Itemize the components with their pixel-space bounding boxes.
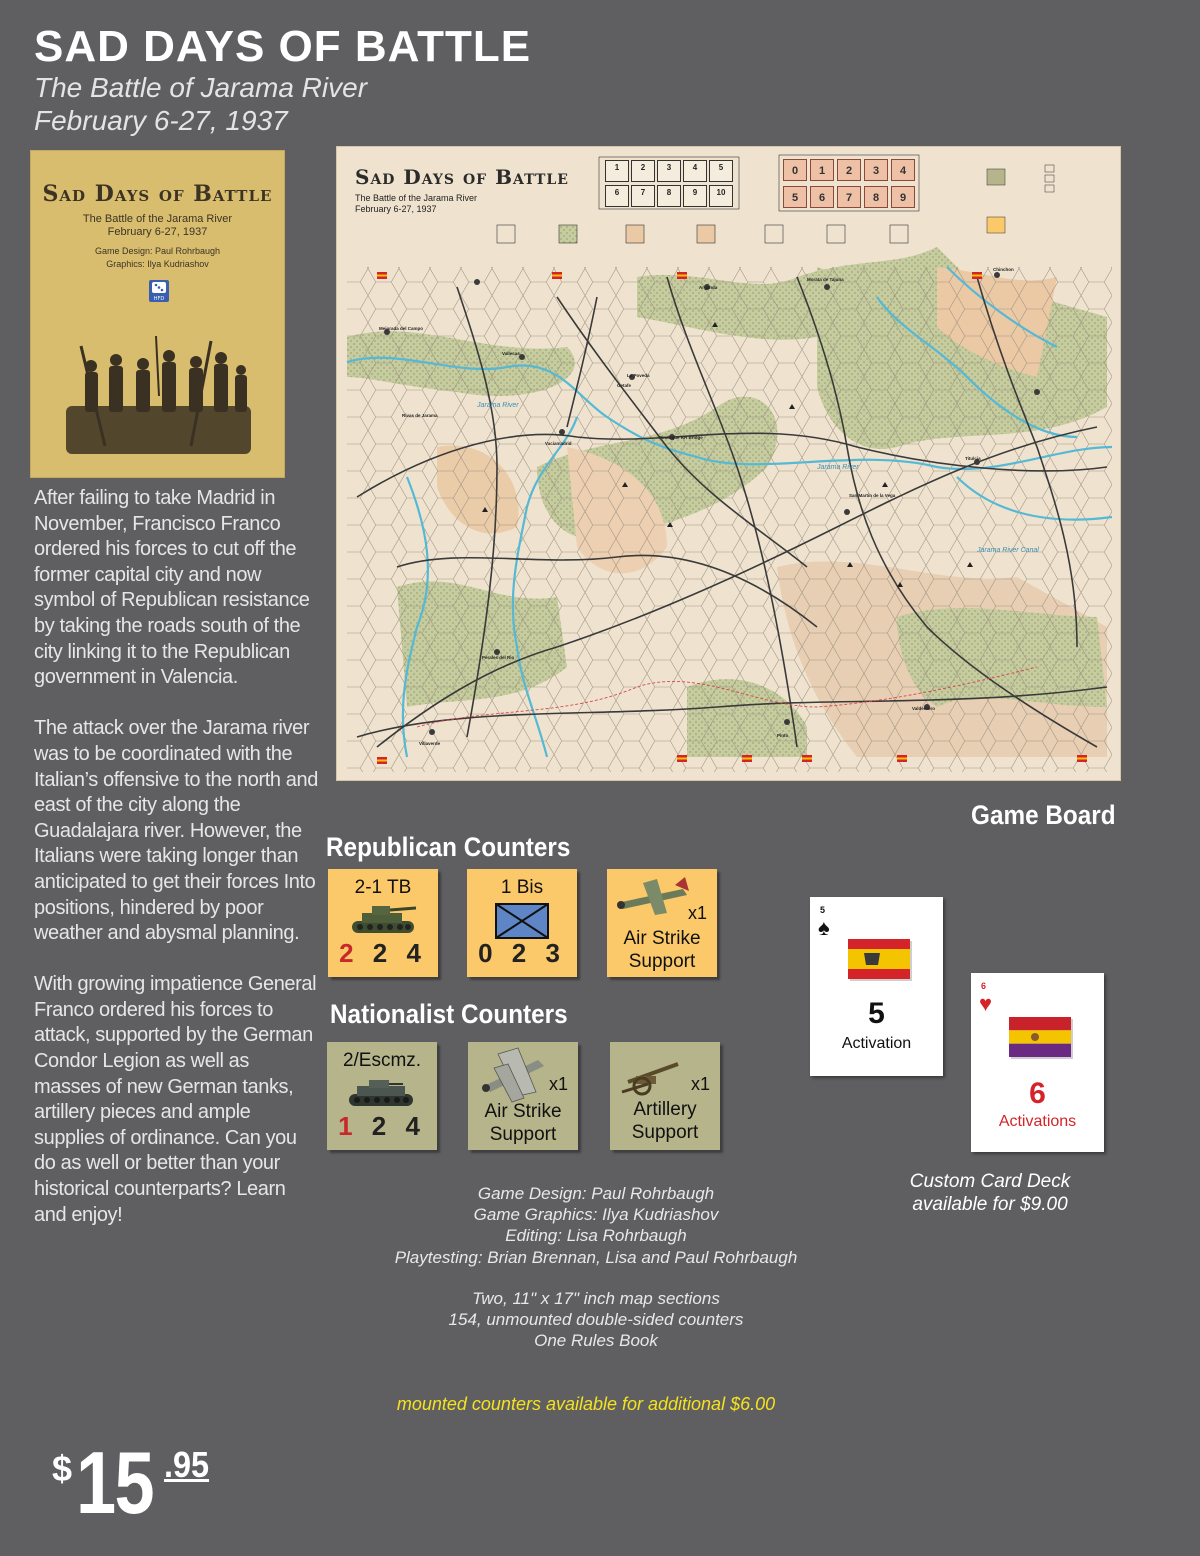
- counter-attack: 0: [478, 938, 499, 968]
- record-track-cell: 0: [783, 159, 807, 181]
- map-title: Sad Days of Battle: [355, 165, 569, 189]
- counter-values: [327, 1111, 437, 1142]
- place-label: Perales del Rio: [482, 655, 515, 660]
- card-caption-line: available for $9.00: [912, 1194, 1068, 1215]
- counter-defense: 2: [511, 938, 533, 968]
- soldiers-photo: [61, 336, 256, 456]
- heart-icon: ♥: [979, 991, 993, 1016]
- turn-track-cell: 6: [605, 185, 629, 207]
- turn-track-cell: 5: [709, 160, 733, 182]
- game-board-label: Game Board: [971, 800, 1116, 830]
- card-number: 6: [1029, 1077, 1046, 1110]
- place-label: San Martin de la Vega: [849, 493, 896, 498]
- place-label: Vallecas: [502, 351, 520, 356]
- map-subtitle: The Battle of the Jarama River: [355, 193, 478, 203]
- river-label: Jarama River Canal: [977, 547, 1039, 554]
- turn-track-cell: 3: [657, 160, 681, 182]
- place-label: Getafe: [617, 383, 632, 388]
- card-corner-number: 5: [820, 905, 826, 915]
- credit-design: Game Design: Paul Rohrbaugh: [477, 1184, 715, 1203]
- turn-track-cell: 4: [683, 160, 707, 182]
- support-line: Support: [631, 1122, 699, 1143]
- counter-attack: 2: [339, 938, 360, 968]
- turn-track-cell: 7: [631, 185, 655, 207]
- cover-graphics-credit: Graphics: Ilya Kudriashov: [106, 259, 209, 269]
- support-line: Air Strike: [484, 1101, 562, 1122]
- game-description: [34, 486, 319, 1254]
- biplane-icon: [478, 1046, 552, 1104]
- contents-map: Two, 11" x 17" inch map sections: [472, 1289, 720, 1308]
- contents-rules: One Rules Book: [534, 1331, 658, 1351]
- counter-values: [467, 938, 577, 969]
- card-caption-line: Custom Card Deck: [909, 1171, 1071, 1192]
- support-line: Air Strike: [623, 928, 701, 949]
- price-currency: $: [52, 1448, 73, 1489]
- counter-attack: 1: [338, 1111, 359, 1141]
- counter-values: [328, 938, 438, 969]
- spade-icon: ♠: [818, 915, 830, 940]
- cover-title: Sad Days of Battle: [42, 181, 273, 207]
- cover-dates: February 6-27, 1937: [107, 226, 208, 238]
- unit-key: [987, 165, 1054, 233]
- nationalist-artillery-counter: [610, 1042, 720, 1150]
- nationalist-flag-icon: [848, 939, 912, 981]
- counter-multiplier: x1: [548, 1074, 568, 1094]
- place-label: Morata de Tajuna: [807, 277, 844, 282]
- artillery-gun-icon: [618, 1058, 684, 1096]
- counter-multiplier: x1: [690, 1074, 710, 1094]
- light-tank-icon: [343, 1078, 421, 1110]
- description-paragraph: After failing to take Madrid in November, Francisco Franco ordered his forces to cut off the former capital city and now symbol of Republican resistance by taking the roads south of the city linking it to the Republican government in Valencia.: [34, 487, 310, 689]
- record-track-cell: 5: [783, 186, 807, 208]
- record-track-cell: 3: [864, 159, 888, 181]
- map-artwork: [337, 147, 1122, 782]
- counter-unit-name: 2-1 TB: [354, 877, 412, 898]
- nationalist-counters-title: Nationalist Counters: [330, 999, 568, 1029]
- record-track-cell: 1: [810, 159, 834, 181]
- infantry-symbol-icon: [495, 903, 549, 939]
- record-track-cell: 4: [891, 159, 915, 181]
- card-label: Activations: [998, 1113, 1077, 1130]
- cover-design-credit: Game Design: Paul Rohrbaugh: [94, 246, 221, 256]
- counter-defense: 2: [371, 1111, 393, 1141]
- turn-track-cell: 2: [631, 160, 655, 182]
- activation-card-5: [810, 897, 943, 1076]
- cover-subtitle: The Battle of the Jarama River: [82, 213, 233, 225]
- activation-card-6: [971, 973, 1104, 1152]
- river-label: Jarama River: [817, 464, 859, 471]
- republican-tank-counter: [328, 869, 438, 977]
- place-label: Chinchon: [993, 267, 1014, 272]
- map-dates: February 6-27, 1937: [355, 204, 437, 214]
- card-corner-number: 6: [981, 981, 987, 991]
- republican-counters-title: Republican Counters: [326, 832, 571, 862]
- counter-unit-name: 2/Escmz.: [342, 1050, 422, 1071]
- game-board-map: [336, 146, 1121, 781]
- place-label: Mejorada del Campo: [379, 326, 424, 331]
- turn-track-cell: 9: [683, 185, 707, 207]
- counter-move: 4: [405, 1111, 426, 1141]
- place-label: Vaciamadrid: [545, 441, 572, 446]
- place-label: Rivas de Jarama: [402, 413, 438, 418]
- counter-support-type: [610, 1098, 720, 1144]
- support-line: Artillery: [633, 1099, 697, 1120]
- description-paragraph: The attack over the Jarama river was to be coordinated with the Italian’s offensive to the north and east of the city along the Guadalajara river. However, the Italians were taking longer than anticipated to get their forces Into positions, hindered by poor weather and abysmal planning.: [34, 717, 318, 945]
- record-track-cell: 6: [810, 186, 834, 208]
- price-cents: .95: [164, 1444, 210, 1485]
- republican-flag-icon: [1009, 1017, 1073, 1059]
- counter-unit-name: 1 Bis: [500, 877, 544, 898]
- page-title: SAD DAYS OF BATTLE: [34, 22, 532, 71]
- republican-infantry-counter: [467, 869, 577, 977]
- record-track-cell: 8: [864, 186, 888, 208]
- terrain-key: [497, 225, 908, 243]
- turn-track-cell: 8: [657, 185, 681, 207]
- credit-graphics: Game Graphics: Ilya Kudriashov: [473, 1205, 719, 1225]
- nationalist-tank-counter: [327, 1042, 437, 1150]
- credits-block: [336, 1183, 856, 1268]
- credit-editing: Editing: Lisa Rohrbaugh: [505, 1226, 687, 1246]
- counter-move: 3: [545, 938, 566, 968]
- place-label: Valdemoro: [912, 706, 936, 711]
- credit-playtesting: Playtesting: Brian Brennan, Lisa and Paul Rohrbaugh: [394, 1247, 798, 1267]
- subtitle-dates: February 6-27, 1937: [34, 105, 288, 136]
- contents-block: [336, 1288, 856, 1352]
- place-label: La Poveda: [627, 373, 650, 378]
- river-label: Jarama River: [477, 402, 519, 409]
- counter-move: 4: [406, 938, 427, 968]
- fighter-plane-icon: [613, 873, 693, 919]
- dice-logo-icon: [148, 279, 170, 303]
- record-track-cell: 2: [837, 159, 861, 181]
- turn-track-cell: 1: [605, 160, 629, 182]
- tank-icon: [344, 903, 422, 939]
- record-track-cell: 9: [891, 186, 915, 208]
- box-cover-image: [30, 150, 285, 478]
- card-label: Activation: [841, 1035, 912, 1052]
- republican-air-strike-counter: [607, 869, 717, 977]
- turn-track-cell: 10: [709, 185, 733, 207]
- card-number: 5: [868, 997, 885, 1030]
- counter-defense: 2: [372, 938, 394, 968]
- mounted-counters-note: mounted counters available for additional $6.00: [396, 1394, 776, 1414]
- price-dollars: 15: [76, 1433, 153, 1532]
- place-label: Pinto: [777, 733, 789, 738]
- place-label: Villaverde: [419, 741, 441, 746]
- contents-counters: 154, unmounted double-sided counters: [448, 1310, 744, 1330]
- logo-text: HFD: [153, 296, 165, 302]
- card-deck-caption: [880, 1170, 1100, 1216]
- counter-support-type: [468, 1100, 578, 1146]
- counter-multiplier: x1: [687, 903, 707, 923]
- description-paragraph: With growing impatience General Franco ordered his forces to attack, supported by the German Condor Legion as well as masses of new German tanks, artillery pieces and ample supplies of ordinance. Can you do as well or better than your historical counterparts? Learn and enjoy!: [34, 973, 317, 1226]
- subtitle-battle: The Battle of Jarama River: [34, 72, 368, 103]
- counter-support-type: [607, 927, 717, 973]
- place-label: Pindoque RR Bridge: [659, 435, 703, 440]
- place-label: Arganda: [699, 285, 718, 290]
- support-line: Support: [628, 951, 696, 972]
- nationalist-air-strike-counter: [468, 1042, 578, 1150]
- place-label: Titulcia: [965, 456, 981, 461]
- support-line: Support: [489, 1124, 557, 1145]
- record-track-cell: 7: [837, 186, 861, 208]
